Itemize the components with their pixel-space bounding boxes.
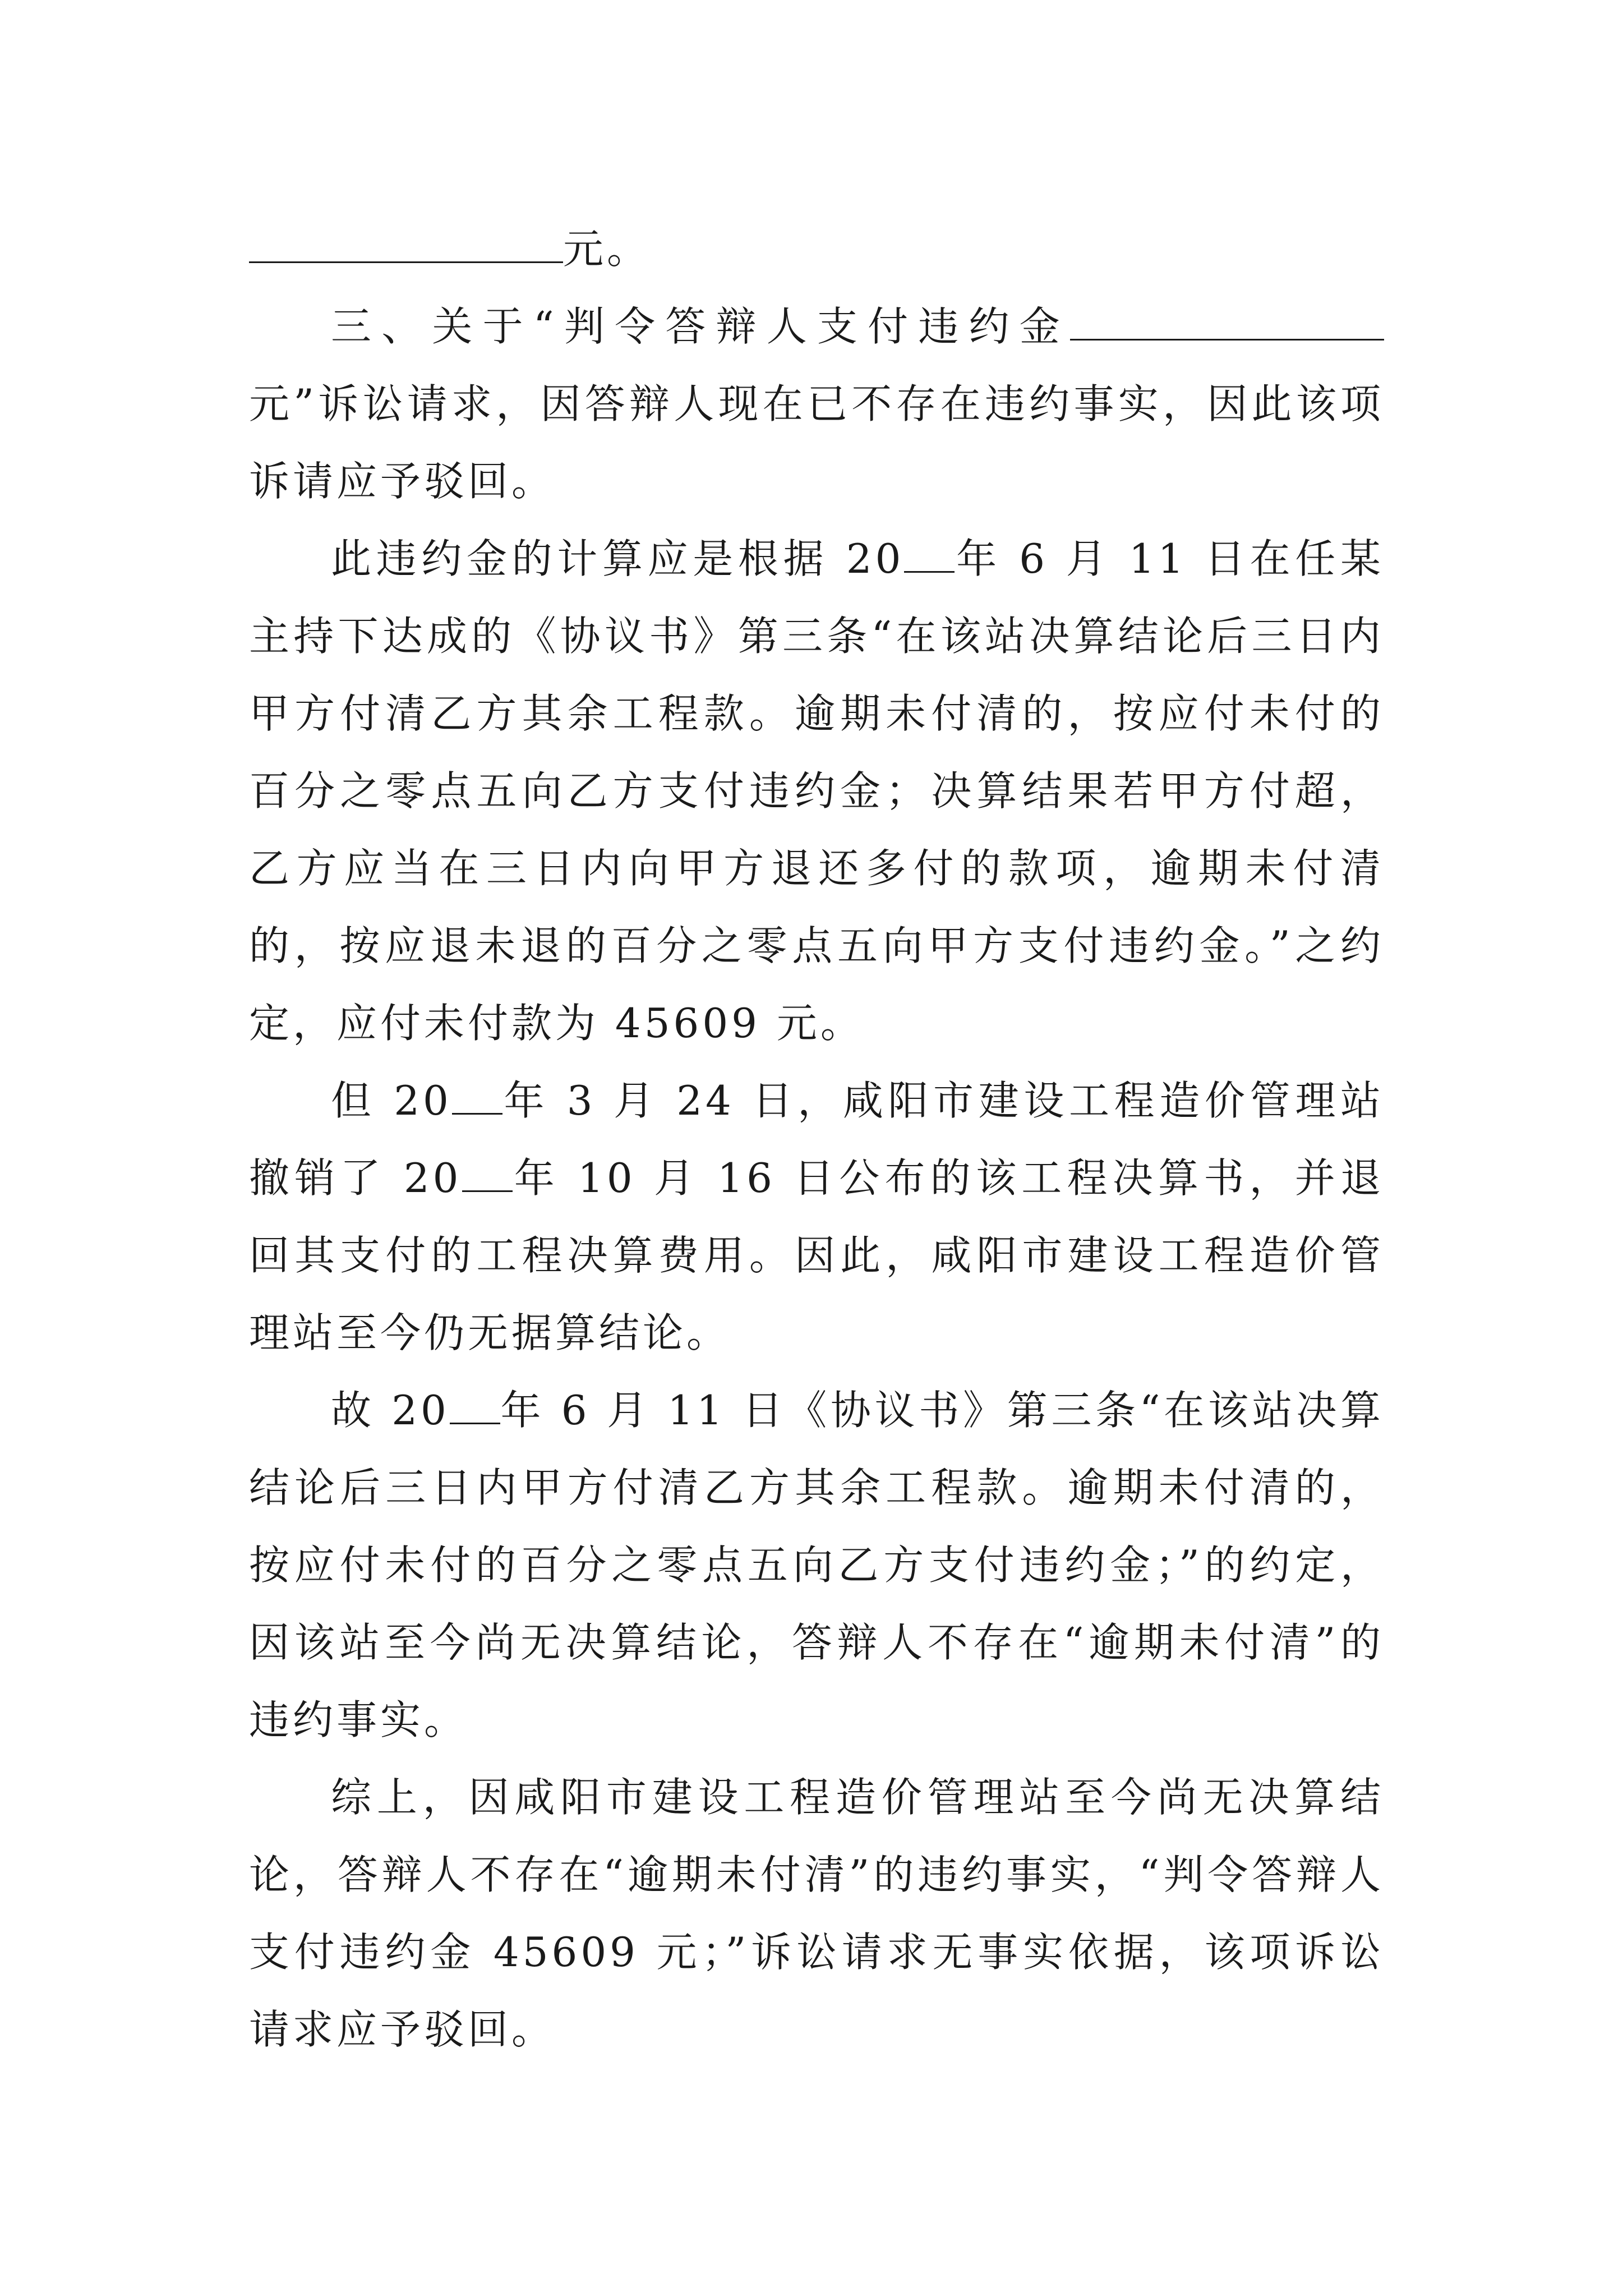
- paragraph-text: 年 6 月 11 日在任某主持下达成的《协议书》第三条“在该站决算结论后三日内甲方付清乙方其余工程款。逾期未付清的，按应付未付的百分之零点五向乙方支付违约金；决算结果若甲方付超，乙方应当在三日内向甲方退还多付的款项，逾期未付清的，按应退未退的百分之零点五向甲方支付违约金。”之约定，应付未付款为 45609 元。: [249, 535, 1384, 1047]
- paragraph-agreement-clause: [249, 1372, 1384, 1759]
- paragraph-text: 三、关于“判令答辩人支付违约金: [331, 303, 1070, 350]
- paragraph-text: 年 6 月 11 日《协议书》第三条“在该站决算结论后三日内甲方付清乙方其余工程款。逾期未付清的，按应付未付的百分之零点五向乙方支付违约金；”的约定，因该站至今尚无决算结论，答辩人不存在“逾期未付清”的违约事实。: [249, 1387, 1384, 1743]
- blank-line: [1070, 298, 1384, 341]
- paragraph-revocation: [249, 1062, 1384, 1372]
- paragraph-text: 但 20: [331, 1077, 452, 1124]
- blank-line: [450, 1382, 500, 1424]
- blank-line: [452, 1073, 502, 1115]
- paragraph-amount-line: [249, 210, 1384, 288]
- paragraph-conclusion: [249, 1759, 1384, 2068]
- blank-line: [249, 221, 563, 263]
- blank-line: [904, 531, 955, 573]
- paragraph-penalty-calculation: [249, 520, 1384, 1062]
- paragraph-text: 此违约金的计算应是根据 20: [331, 535, 905, 582]
- paragraph-text: 年 3 月 24 日，咸阳市建设工程造价管理站撤销了 20: [249, 1077, 1384, 1202]
- paragraph-text: 元”诉讼请求，因答辩人现在已不存在违约事实，因此该项诉请应予驳回。: [249, 380, 1384, 505]
- paragraph-text: 综上，因咸阳市建设工程造价管理站至今尚无决算结论，答辩人不存在“逾期未付清”的违约事实，“判令答辩人支付违约金 45609 元；”诉讼请求无事实依据，该项诉讼请求应予驳回。: [249, 1774, 1384, 2053]
- paragraph-section-three: [249, 288, 1384, 520]
- paragraph-text: 年 10 月 16 日公布的该工程决算书，并退回其支付的工程决算费用。因此，咸阳市建设工程造价管理站至今仍无据算结论。: [249, 1154, 1384, 1356]
- paragraph-text: 故 20: [331, 1387, 450, 1434]
- blank-line: [462, 1150, 513, 1192]
- document-body: [249, 210, 1384, 2068]
- paragraph-text: 元。: [563, 226, 651, 273]
